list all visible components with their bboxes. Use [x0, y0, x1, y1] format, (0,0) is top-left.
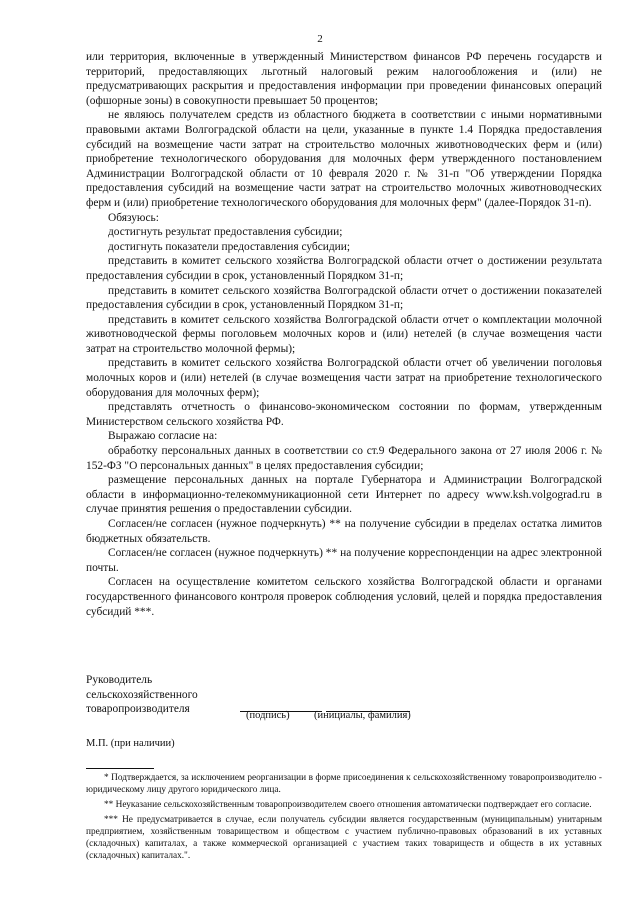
footnote: *** Не предусматривается в случае, если получатель субсидии является государственным (муниципальным) унитарным предприятием, хозяйственным товариществом и обществом с участием публично-правовых образований в их уставных (складочных) капиталах, а также коммерческой организацией с участием таких товариществ и обществ в их уставных (складочных) капиталах.".	[86, 815, 602, 861]
paragraph-heading-consent: Выражаю согласие на:	[108, 430, 218, 443]
footnote: ** Неуказание сельскохозяйственным товаропроизводителем своего отношения автоматически подтверждает его согласие.	[104, 800, 592, 810]
name-caption: (инициалы, фамилия)	[314, 710, 411, 721]
footnote-divider	[86, 768, 154, 769]
signer-title-line3: товаропроизводителя	[86, 703, 190, 716]
footnote: * Подтверждается, за исключением реорганизации в форме присоединения к сельскохозяйственному товаропроизводителю - юридическому лицу другого юридического лица.	[86, 773, 602, 795]
paragraph: Согласен/не согласен (нужное подчеркнуть) ** на получение корреспонденции на адрес электронной почты.	[86, 547, 602, 574]
list-item: представить в комитет сельского хозяйства Волгоградской области отчет о достижении результата предоставления субсидии в срок, установленный Порядком 31-п;	[86, 255, 602, 282]
footnotes	[86, 772, 602, 865]
list-item: обработку персональных данных в соответствии со ст.9 Федерального закона от 27 июля 2006 г. № 152-ФЗ "О персональных данных" в целях предоставления субсидии;	[86, 445, 602, 472]
stamp-place: М.П. (при наличии)	[86, 738, 175, 749]
paragraph: Согласен/не согласен (нужное подчеркнуть) ** на получение субсидии в пределах остатка лимитов бюджетных обязательств.	[86, 518, 602, 545]
list-item: достигнуть показатели предоставления субсидии;	[108, 240, 351, 253]
list-item: представлять отчетность о финансово-экономическом состоянии по формам, утвержденным Министерством сельского хозяйства РФ.	[86, 401, 602, 428]
document-body	[86, 50, 602, 619]
list-item: достигнуть результат предоставления субсидии;	[108, 226, 343, 239]
list-item: представить в комитет сельского хозяйства Волгоградской области отчет о комплектации молочной животноводческой фермы поголовьем молочных коров и (или) нетелей (в случае возмещения части затрат на строительство молочной фермы);	[86, 313, 602, 355]
paragraph: Согласен на осуществление комитетом сельского хозяйства Волгоградской области и органами государственного финансового контроля проверок соблюдения условий, целей и порядка предоставления субсидий ***.	[86, 576, 602, 618]
list-item: представить в комитет сельского хозяйства Волгоградской области отчет об увеличении поголовья молочных коров и (или) нетелей (в случае возмещения части затрат на приобретение технологического оборудования для молочных ферм);	[86, 357, 602, 399]
page-number: 2	[317, 33, 323, 45]
paragraph: не являюсь получателем средств из областного бюджета в соответствии с иными нормативными правовыми актами Волгоградской области на цели, указанные в пункте 1.4 Порядка предоставления субсидий на возмещение части затрат на строительство молочных животноводческих ферм и (или) приобретение технологического оборудования для молочных ферм утвержденного постановлением Администрации Волгоградской области от 10 февраля 2020 г. № 31-п "Об утверждении Порядка предоставления субсидий на возмещение части затрат на строительство молочных животноводческих ферм и (или) приобретение технологического оборудования для молочных ферм" (далее-Порядок 31-п).	[86, 109, 602, 209]
list-item: размещение персональных данных на портале Губернатора и Администрации Волгоградской области в информационно-телекоммуникационной сети Интернет по адресу www.ksh.volgograd.ru в случае принятия решения о предоставлении субсидии.	[86, 474, 602, 516]
signature-caption: (подпись)	[246, 710, 290, 721]
list-item: представить в комитет сельского хозяйства Волгоградской области отчет о достижении показателей предоставления субсидии в срок, установленный Порядком 31-п;	[86, 284, 602, 312]
signature-block	[86, 673, 198, 717]
paragraph: или территория, включенные в утвержденный Министерством финансов РФ перечень государств и территорий, предоставляющих льготный налоговый режим налогообложения и (или) не предусматривающих раскрытия и предоставления информации при проведении финансовых операций (офшорные зоны) в совокупности превышает 50 процентов;	[86, 51, 602, 107]
signer-title-line1: Руководитель	[86, 674, 153, 686]
signer-title-line2: сельскохозяйственного	[86, 688, 198, 701]
paragraph-heading-obligations: Обязуюсь:	[108, 211, 159, 224]
